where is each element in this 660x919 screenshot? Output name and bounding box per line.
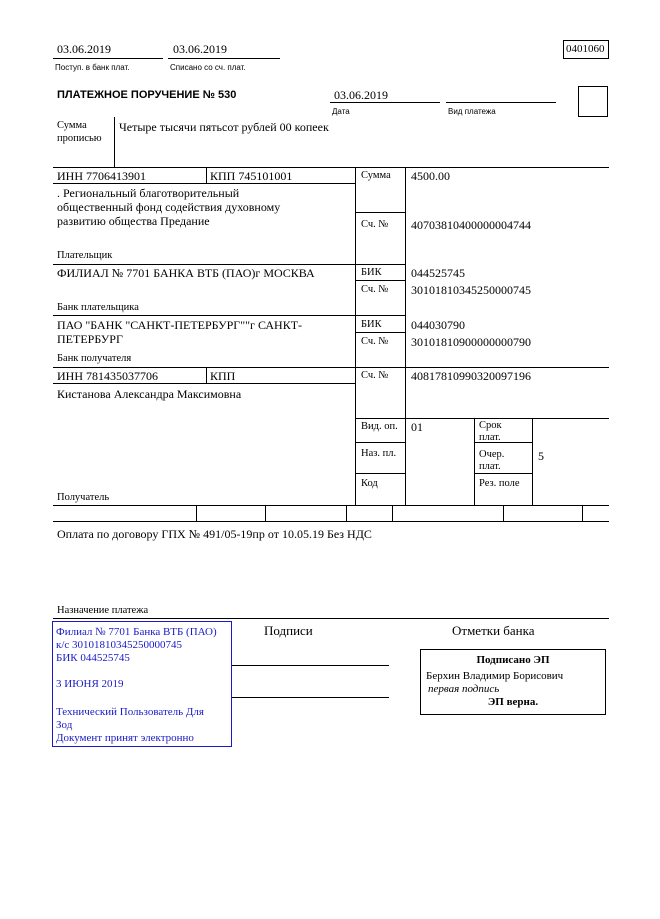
purpose-label: Назначение платежа bbox=[57, 605, 149, 616]
bank-marks-label: Отметки банка bbox=[452, 623, 535, 638]
document-title: ПЛАТЕЖНОЕ ПОРУЧЕНИЕ № 530 bbox=[57, 89, 237, 101]
date-received-line bbox=[53, 58, 163, 59]
payer-name-1: . Региональный благотворительный bbox=[57, 186, 240, 200]
sum-value: 4500.00 bbox=[411, 169, 450, 183]
bank-stamp bbox=[52, 621, 232, 747]
grid-line bbox=[53, 505, 609, 506]
grid-line bbox=[206, 167, 207, 183]
sum-label: Сумма bbox=[361, 170, 391, 181]
grid-line bbox=[355, 418, 609, 419]
stamp-line-6: Зод bbox=[56, 719, 73, 731]
grid-line bbox=[265, 505, 266, 521]
grid-line bbox=[532, 418, 533, 505]
payment-type-line bbox=[446, 102, 556, 103]
vid-op-label: Вид. оп. bbox=[361, 421, 398, 432]
payment-type-label: Вид платежа bbox=[448, 107, 496, 116]
payer-bank-acc-value: 30101810345250000745 bbox=[411, 283, 531, 297]
form-code-box bbox=[563, 40, 609, 59]
ocher-label-1: Очер. bbox=[479, 449, 505, 460]
grid-line bbox=[355, 280, 405, 281]
ocher-label-2: плат. bbox=[479, 461, 501, 472]
rez-label: Рез. поле bbox=[479, 478, 520, 489]
stamp-line-3: БИК 044525745 bbox=[56, 652, 130, 664]
srok-label-1: Срок bbox=[479, 420, 502, 431]
grid-line bbox=[53, 315, 405, 316]
grid-line bbox=[53, 264, 405, 265]
payer-bank-bik-label: БИК bbox=[361, 267, 382, 278]
recipient-bank-label: Банк получателя bbox=[57, 353, 132, 364]
grid-line bbox=[392, 505, 393, 521]
order-date-line bbox=[330, 102, 440, 103]
date-debited-line bbox=[168, 58, 280, 59]
purpose-text: Оплата по договору ГПХ № 491/05-19пр от 10.05.19 Без НДС bbox=[57, 527, 372, 541]
grid-line bbox=[355, 212, 405, 213]
stamp-line-5: Технический Пользователь Для bbox=[56, 706, 204, 718]
grid-line bbox=[53, 183, 355, 184]
payer-inn: ИНН 7706413901 bbox=[57, 169, 146, 183]
kod-label: Код bbox=[361, 478, 378, 489]
grid-line bbox=[53, 383, 355, 384]
payer-account-value: 40703810400000004744 bbox=[411, 218, 531, 232]
grid-line bbox=[582, 505, 583, 521]
recipient-inn: ИНН 781435037706 bbox=[57, 369, 158, 383]
payer-bank-name: ФИЛИАЛ № 7701 БАНКА ВТБ (ПАО)г МОСКВА bbox=[57, 266, 315, 280]
ep-signature-box bbox=[420, 649, 606, 715]
ep-title: Подписано ЭП bbox=[476, 654, 550, 666]
grid-line bbox=[53, 167, 609, 168]
recipient-kpp: КПП bbox=[210, 369, 236, 383]
recipient-bank-acc-label: Сч. № bbox=[361, 336, 389, 347]
payer-label: Плательщик bbox=[57, 250, 113, 261]
form-code: 0401060 bbox=[566, 43, 605, 55]
payment-type-box bbox=[578, 86, 608, 117]
grid-line bbox=[474, 473, 532, 474]
purpose-bottom-line bbox=[53, 618, 609, 619]
payer-bank-acc-label: Сч. № bbox=[361, 284, 389, 295]
vid-op-value: 01 bbox=[411, 420, 423, 434]
grid-line bbox=[53, 521, 609, 522]
stamp-date: 3 ИЮНЯ 2019 bbox=[56, 678, 124, 690]
payer-account-label: Сч. № bbox=[361, 219, 389, 230]
grid-line bbox=[196, 505, 197, 521]
payer-bank-label: Банк плательщика bbox=[57, 302, 139, 313]
date-debited: 03.06.2019 bbox=[173, 42, 227, 56]
payer-bank-bik-value: 044525745 bbox=[411, 266, 465, 280]
grid-line bbox=[474, 418, 475, 505]
stamp-line-2: к/с 30101810345250000745 bbox=[56, 639, 183, 651]
recipient-label: Получатель bbox=[57, 492, 110, 503]
amount-words-divider bbox=[114, 117, 115, 167]
grid-line bbox=[405, 167, 406, 505]
grid-line bbox=[206, 367, 207, 383]
grid-line bbox=[355, 473, 405, 474]
payer-kpp: КПП 745101001 bbox=[210, 169, 293, 183]
date-received: 03.06.2019 bbox=[57, 42, 111, 56]
ep-signer: Берхин Владимир Борисович bbox=[426, 670, 564, 682]
ep-first-sign: первая подпись bbox=[428, 683, 500, 695]
recipient-acc-label: Сч. № bbox=[361, 370, 389, 381]
stamp-line-1: Филиал № 7701 Банка ВТБ (ПАО) bbox=[56, 626, 217, 638]
date-debited-label: Списано со сч. плат. bbox=[170, 63, 246, 72]
recipient-bank-name-1: ПАО "БАНК "САНКТ-ПЕТЕРБУРГ""г САНКТ- bbox=[57, 318, 303, 332]
grid-line bbox=[346, 505, 347, 521]
grid-line bbox=[355, 167, 356, 505]
stamp-line-7: Документ принят электронно bbox=[56, 732, 194, 744]
recipient-bank-bik-label: БИК bbox=[361, 319, 382, 330]
recipient-bank-acc-value: 30101810900000000790 bbox=[411, 335, 531, 349]
naz-pl-label: Наз. пл. bbox=[361, 448, 397, 459]
recipient-name: Кистанова Александра Максимовна bbox=[57, 387, 242, 401]
amount-words-label-2: прописью bbox=[57, 133, 102, 144]
payer-name-3: развитию общества Предание bbox=[57, 214, 210, 228]
grid-line bbox=[503, 505, 504, 521]
recipient-bank-name-2: ПЕТЕРБУРГ bbox=[57, 332, 123, 346]
grid-line bbox=[53, 367, 609, 368]
recipient-bank-bik-value: 044030790 bbox=[411, 318, 465, 332]
order-date: 03.06.2019 bbox=[334, 88, 388, 102]
date-received-label: Поступ. в банк плат. bbox=[55, 63, 130, 72]
amount-words-label-1: Сумма bbox=[57, 120, 87, 131]
grid-line bbox=[355, 332, 405, 333]
ocher-value: 5 bbox=[538, 449, 544, 463]
payer-name-2: общественный фонд содействия духовному bbox=[57, 200, 281, 214]
ep-verified: ЭП верна. bbox=[487, 696, 539, 708]
signature-line-1 bbox=[231, 665, 389, 666]
signature-line-2 bbox=[231, 697, 389, 698]
srok-label-2: плат. bbox=[479, 432, 501, 443]
order-date-label: Дата bbox=[332, 107, 350, 116]
grid-line bbox=[355, 442, 405, 443]
signatures-label: Подписи bbox=[264, 623, 313, 638]
amount-words-value: Четыре тысячи пятьсот рублей 00 копеек bbox=[119, 120, 329, 134]
recipient-acc-value: 40817810990320097196 bbox=[411, 369, 531, 383]
